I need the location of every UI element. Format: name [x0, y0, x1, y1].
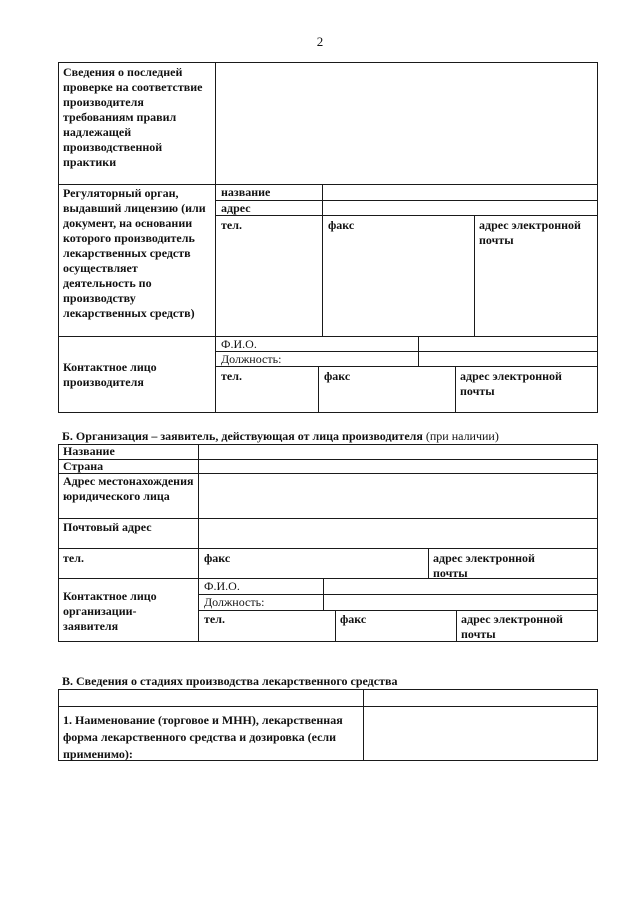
manufacturer-contact-position-label: Должность:	[221, 352, 282, 366]
applicant-contact-label: Контактное лицо организации-заявителя	[63, 589, 157, 633]
applicant-contact-email-label: адрес электронной почты	[461, 612, 563, 641]
last-inspection-label: Сведения о последней проверке на соответствие производителя требованиям правил надлежащей производственной практики	[63, 65, 203, 169]
regulator-label: Регуляторный орган, выдавший лицензию (или документ, на основании которого производитель лекарственных средств осуществляет деятельность по производству лекарственных средств)	[63, 186, 206, 320]
regulator-phone-label: тел.	[221, 218, 242, 232]
applicant-legal-address-label: Адрес местонахождения юридического лица	[63, 474, 194, 503]
manufacturer-contact-phone-label: тел.	[221, 369, 242, 383]
applicant-name-label: Название	[63, 444, 115, 458]
regulator-name-label: название	[221, 185, 271, 199]
manufacturer-contact-email-label: адрес электронной почты	[460, 369, 562, 398]
manufacturer-contact-label: Контактное лицо производителя	[63, 360, 157, 389]
regulator-fax-label: факс	[328, 218, 355, 232]
applicant-contact-position-label: Должность:	[204, 595, 265, 609]
stage-item-1-label: 1. Наименование (торговое и МНН), лекарственная форма лекарственного средства и дозировка (если применимо):	[63, 713, 343, 761]
applicant-country-label: Страна	[63, 459, 104, 473]
applicant-postal-address-label: Почтовый адрес	[63, 520, 152, 534]
regulator-address-label: адрес	[221, 201, 251, 215]
applicant-email-label: адрес электронной почты	[433, 551, 535, 580]
applicant-fax-label: факс	[204, 551, 231, 565]
regulator-email-label: адрес электронной почты	[479, 218, 581, 247]
section-b-heading-title: Б. Организация – заявитель, действующая от лица производителя	[62, 429, 423, 443]
section-b-heading	[62, 429, 499, 444]
applicant-contact-fax-label: факс	[340, 612, 367, 626]
section-c-heading: В. Сведения о стадиях производства лекарственного средства	[62, 674, 398, 688]
applicant-contact-phone-label: тел.	[204, 612, 225, 626]
section-b-heading-note: (при наличии)	[422, 429, 499, 443]
page-number: 2	[316, 34, 324, 49]
applicant-phone-label: тел.	[63, 551, 84, 565]
manufacturer-contact-fio-label: Ф.И.О.	[221, 337, 257, 351]
applicant-contact-fio-label: Ф.И.О.	[204, 579, 240, 593]
manufacturer-contact-fax-label: факс	[324, 369, 351, 383]
